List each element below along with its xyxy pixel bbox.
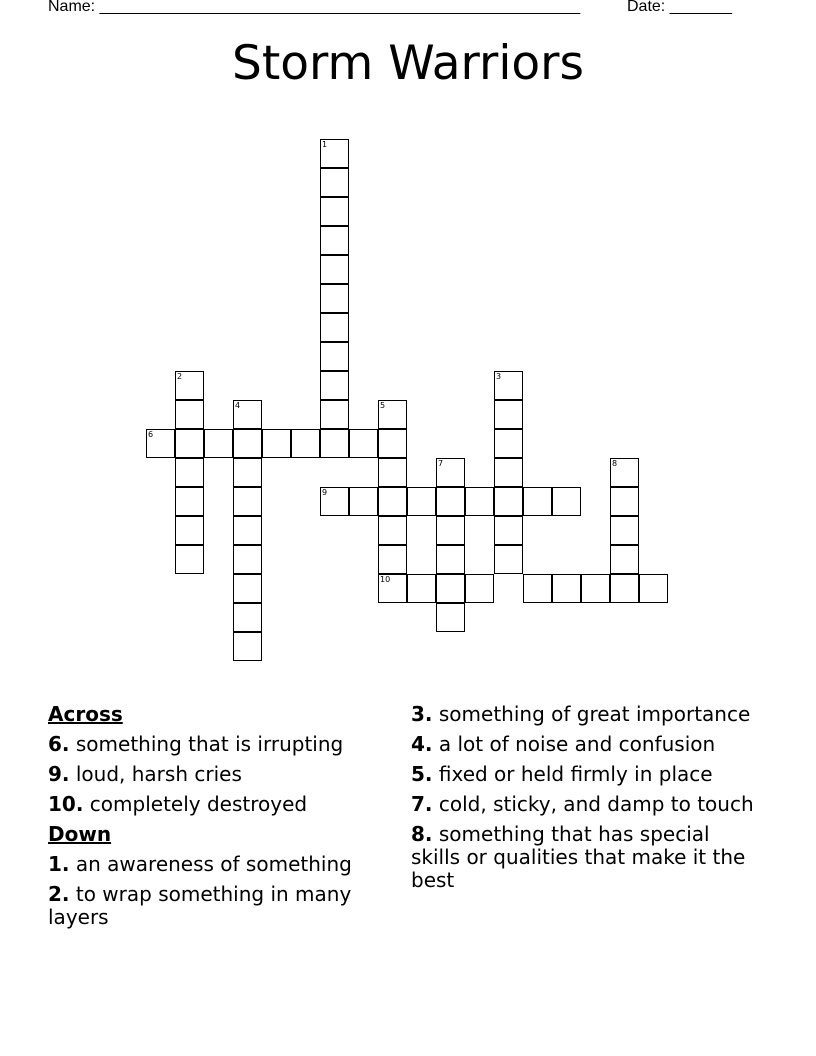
grid-cell[interactable] bbox=[233, 545, 262, 574]
clue-number: 2. bbox=[48, 882, 70, 906]
grid-cell[interactable] bbox=[349, 429, 378, 458]
grid-cell[interactable] bbox=[610, 574, 639, 603]
grid-cell[interactable] bbox=[610, 545, 639, 574]
cell-number: 6 bbox=[148, 430, 154, 439]
clue-text: something of great importance bbox=[438, 702, 751, 726]
clue-down-7 bbox=[411, 793, 761, 816]
grid-cell[interactable] bbox=[378, 516, 407, 545]
clue-down-8 bbox=[411, 823, 761, 892]
grid-cell[interactable] bbox=[175, 516, 204, 545]
grid-cell[interactable] bbox=[320, 255, 349, 284]
grid-cell[interactable] bbox=[436, 603, 465, 632]
grid-cell[interactable] bbox=[320, 342, 349, 371]
clue-text: something that has special skills or qualities that make it the best bbox=[411, 822, 746, 892]
clue-text: fixed or held firmly in place bbox=[438, 762, 713, 786]
clue-across-10 bbox=[48, 793, 388, 816]
grid-cell[interactable] bbox=[320, 400, 349, 429]
clues-right-column bbox=[411, 703, 761, 899]
cell-number: 2 bbox=[177, 372, 183, 381]
grid-cell[interactable] bbox=[233, 429, 262, 458]
grid-cell[interactable] bbox=[349, 487, 378, 516]
cell-number: 8 bbox=[612, 459, 618, 468]
cell-number: 5 bbox=[380, 401, 386, 410]
clue-text: a lot of noise and confusion bbox=[438, 732, 716, 756]
grid-cell[interactable] bbox=[552, 487, 581, 516]
grid-cell[interactable] bbox=[407, 487, 436, 516]
grid-cell[interactable] bbox=[465, 487, 494, 516]
clue-number: 9. bbox=[48, 762, 70, 786]
grid-cell[interactable] bbox=[175, 545, 204, 574]
clue-across-9 bbox=[48, 763, 388, 786]
grid-cell[interactable] bbox=[639, 574, 668, 603]
clue-number: 4. bbox=[411, 732, 433, 756]
cell-number: 10 bbox=[380, 575, 391, 584]
grid-cell[interactable] bbox=[494, 516, 523, 545]
date-field-label: Date: _______ bbox=[627, 0, 732, 15]
grid-cell[interactable] bbox=[233, 603, 262, 632]
grid-cell[interactable] bbox=[175, 458, 204, 487]
grid-cell[interactable] bbox=[465, 574, 494, 603]
grid-cell[interactable] bbox=[494, 429, 523, 458]
clue-number: 7. bbox=[411, 792, 433, 816]
grid-cell[interactable] bbox=[175, 429, 204, 458]
grid-cell[interactable] bbox=[378, 545, 407, 574]
grid-cell[interactable] bbox=[378, 487, 407, 516]
cell-number: 4 bbox=[235, 401, 241, 410]
clue-text: something that is irrupting bbox=[75, 732, 344, 756]
grid-cell[interactable] bbox=[436, 545, 465, 574]
grid-cell[interactable] bbox=[175, 400, 204, 429]
clue-number: 5. bbox=[411, 762, 433, 786]
clue-number: 10. bbox=[48, 792, 84, 816]
grid-cell[interactable] bbox=[175, 487, 204, 516]
grid-cell[interactable] bbox=[581, 574, 610, 603]
grid-cell[interactable] bbox=[320, 226, 349, 255]
clue-text: an awareness of something bbox=[75, 852, 352, 876]
grid-cell[interactable] bbox=[320, 284, 349, 313]
grid-cell[interactable] bbox=[320, 371, 349, 400]
grid-cell[interactable] bbox=[233, 487, 262, 516]
clue-down-2 bbox=[48, 883, 388, 929]
grid-cell[interactable] bbox=[233, 574, 262, 603]
clue-text: completely destroyed bbox=[89, 792, 308, 816]
cell-number: 3 bbox=[496, 372, 502, 381]
clue-text: cold, sticky, and damp to touch bbox=[438, 792, 754, 816]
grid-cell[interactable] bbox=[610, 516, 639, 545]
grid-cell[interactable] bbox=[320, 168, 349, 197]
across-heading: Across bbox=[48, 702, 123, 726]
grid-cell[interactable] bbox=[233, 458, 262, 487]
cell-number: 1 bbox=[322, 140, 328, 149]
grid-cell[interactable] bbox=[494, 400, 523, 429]
clue-text: to wrap something in many layers bbox=[48, 882, 352, 929]
clue-text: loud, harsh cries bbox=[75, 762, 242, 786]
grid-cell[interactable] bbox=[378, 429, 407, 458]
grid-cell[interactable] bbox=[436, 516, 465, 545]
grid-cell[interactable] bbox=[523, 574, 552, 603]
clue-down-5 bbox=[411, 763, 761, 786]
grid-cell[interactable] bbox=[262, 429, 291, 458]
grid-cell[interactable] bbox=[320, 313, 349, 342]
grid-cell[interactable] bbox=[378, 458, 407, 487]
clue-number: 3. bbox=[411, 702, 433, 726]
grid-cell[interactable] bbox=[523, 487, 552, 516]
name-field-label: Name: ______________________________________________________ bbox=[48, 0, 581, 15]
clue-number: 6. bbox=[48, 732, 70, 756]
grid-cell[interactable] bbox=[494, 545, 523, 574]
grid-cell[interactable] bbox=[436, 487, 465, 516]
grid-cell[interactable] bbox=[494, 487, 523, 516]
clue-number: 8. bbox=[411, 822, 433, 846]
grid-cell[interactable] bbox=[407, 574, 436, 603]
puzzle-title: Storm Warriors bbox=[232, 36, 584, 91]
down-heading: Down bbox=[48, 822, 112, 846]
cell-number: 7 bbox=[438, 459, 444, 468]
grid-cell[interactable] bbox=[436, 574, 465, 603]
clue-down-3 bbox=[411, 703, 761, 726]
cell-number: 9 bbox=[322, 488, 328, 497]
grid-cell[interactable] bbox=[204, 429, 233, 458]
grid-cell[interactable] bbox=[233, 516, 262, 545]
clues-left-column bbox=[48, 703, 388, 936]
clue-down-4 bbox=[411, 733, 761, 756]
clue-across-6 bbox=[48, 733, 388, 756]
grid-cell[interactable] bbox=[320, 429, 349, 458]
grid-cell[interactable] bbox=[610, 487, 639, 516]
grid-cell[interactable] bbox=[291, 429, 320, 458]
grid-cell[interactable] bbox=[233, 632, 262, 661]
clue-down-1 bbox=[48, 853, 388, 876]
clue-number: 1. bbox=[48, 852, 70, 876]
grid-cell[interactable] bbox=[552, 574, 581, 603]
grid-cell[interactable] bbox=[320, 197, 349, 226]
grid-cell[interactable] bbox=[494, 458, 523, 487]
